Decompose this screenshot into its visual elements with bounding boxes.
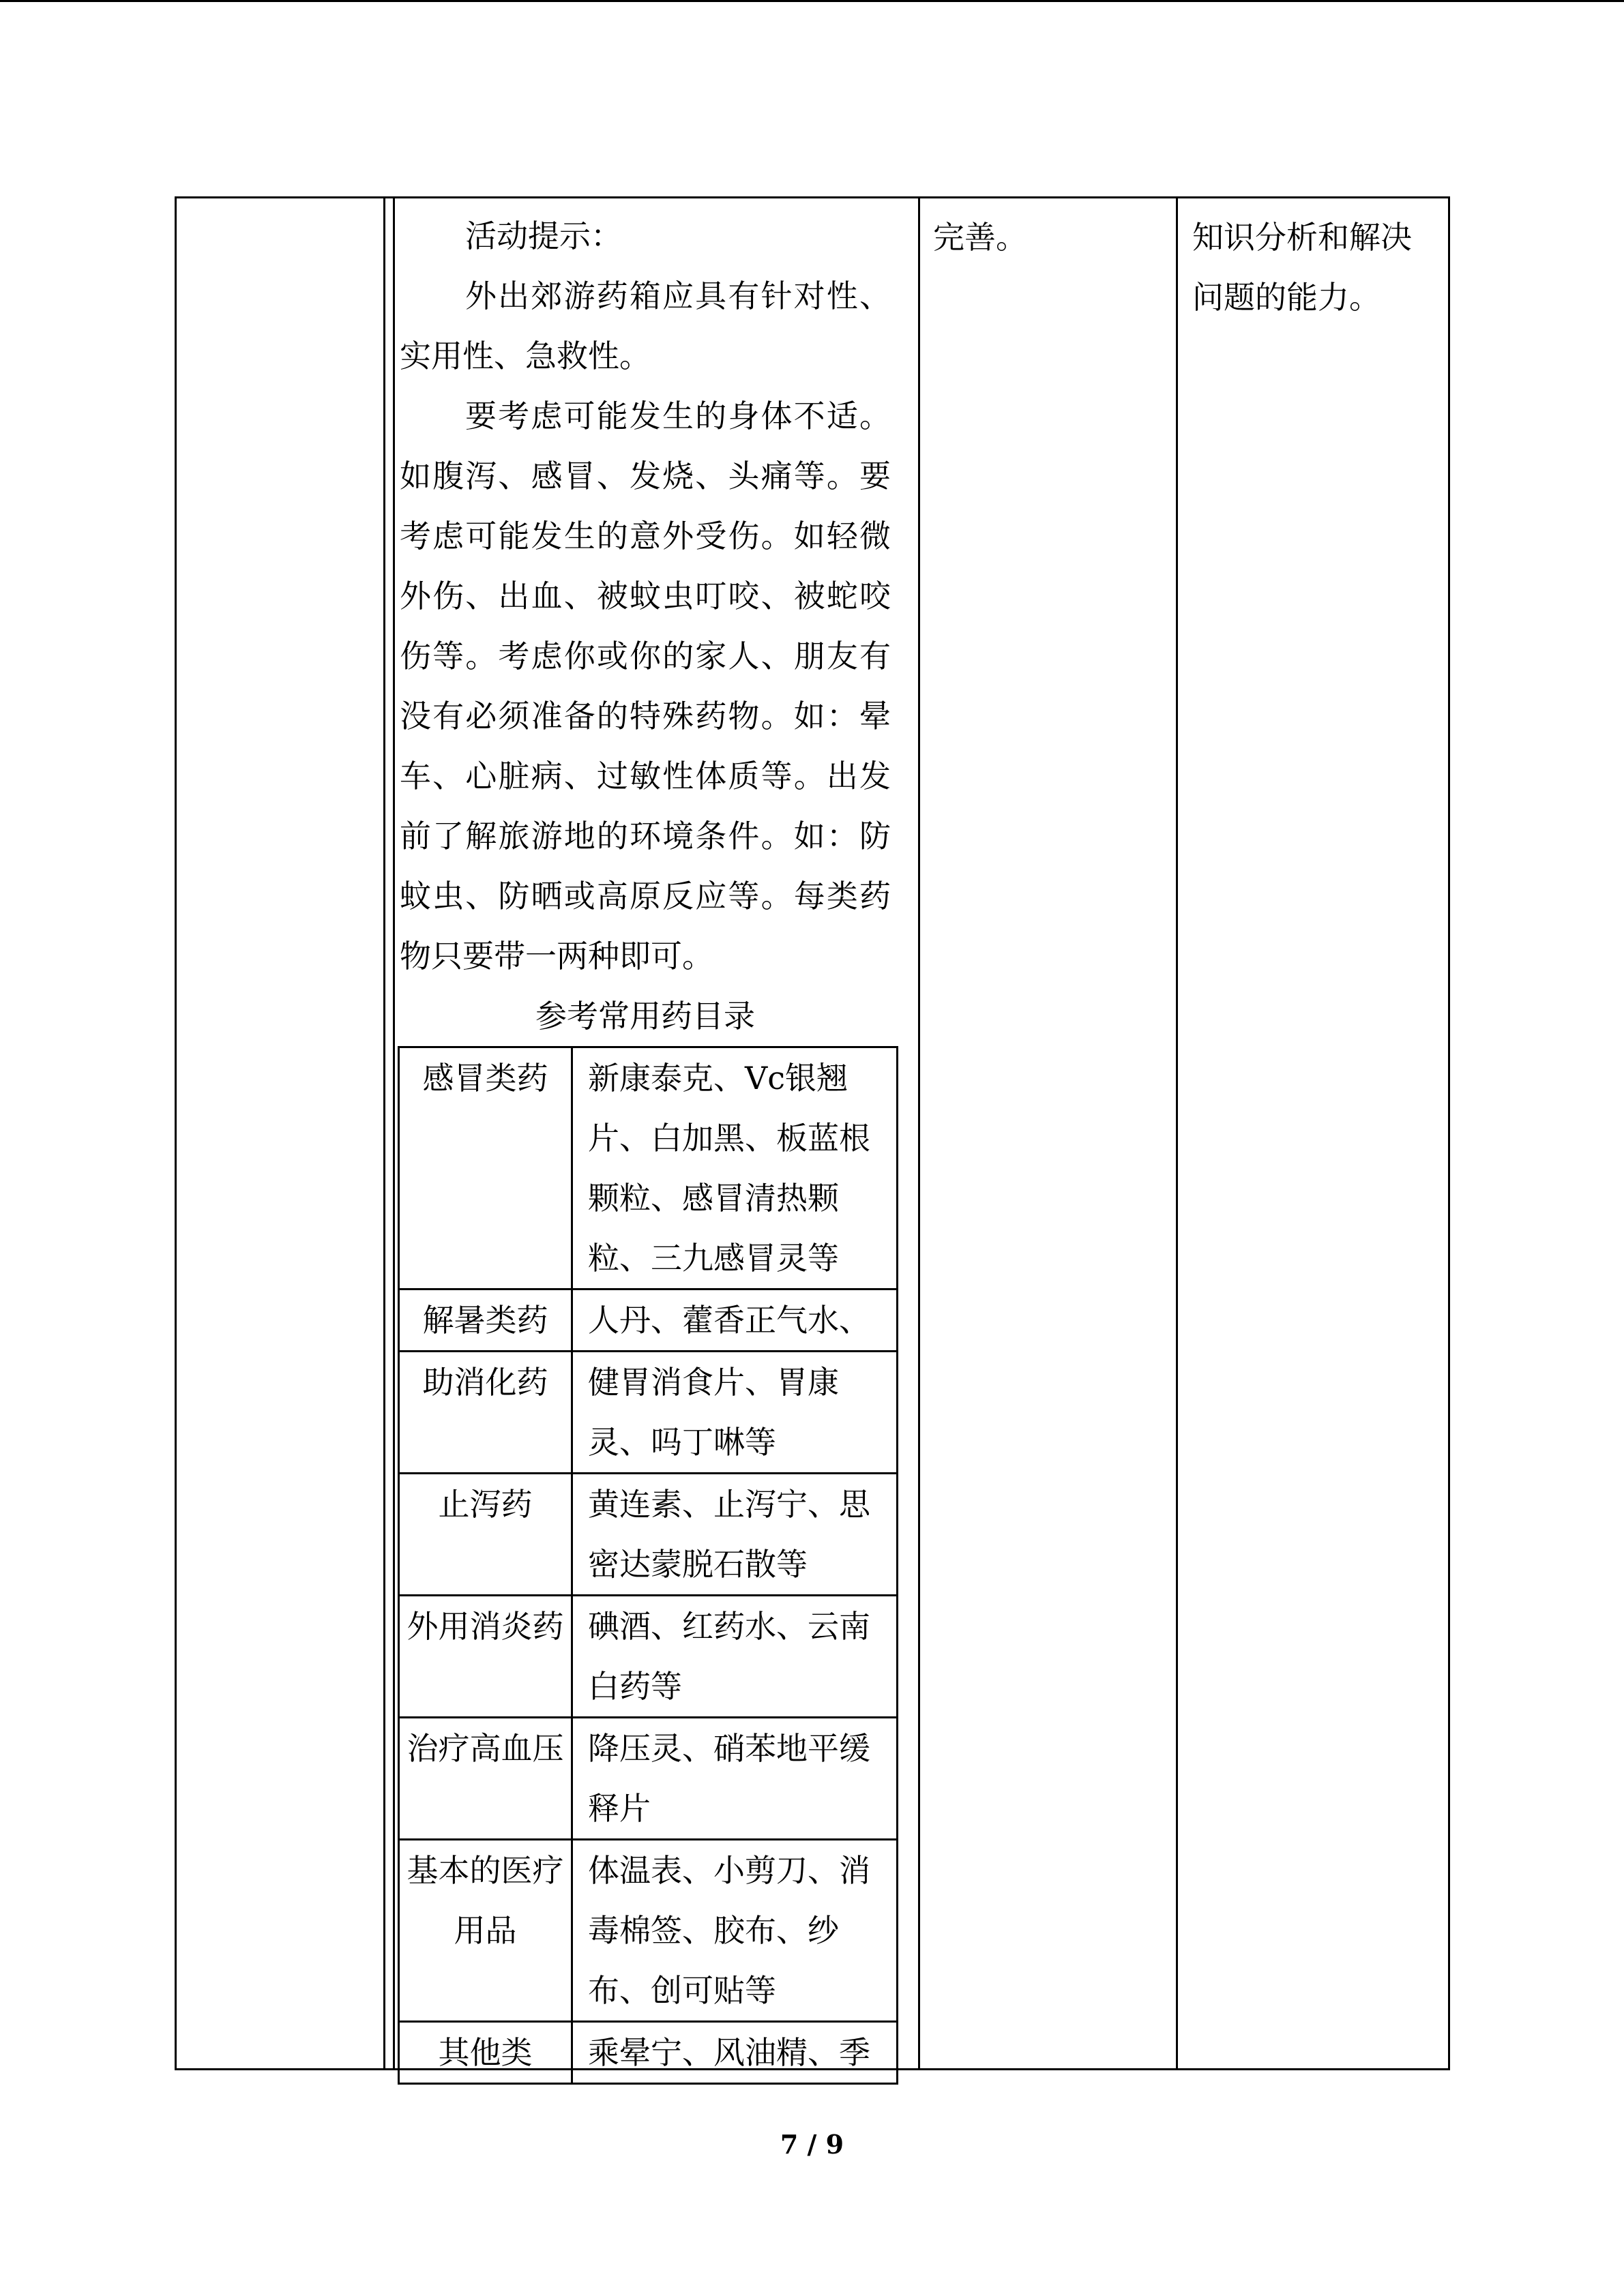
medicine-category: 解暑类药	[400, 1290, 573, 1350]
activity-heading: 活动提示：	[465, 218, 622, 254]
table-row	[400, 2021, 896, 2083]
medicine-category: 基本的医疗用品	[400, 1840, 573, 2021]
table-row	[400, 1838, 896, 2021]
table-row	[400, 1472, 896, 1594]
medicine-items: 体温表、小剪刀、消毒棉签、胶布、纱布、创可贴等	[588, 1852, 870, 2009]
medicine-category: 感冒类药	[400, 1048, 573, 1288]
medicine-items: 降压灵、硝苯地平缓释片	[588, 1730, 870, 1827]
medicine-category: 其他类	[400, 2023, 573, 2083]
medicine-items: 新康泰克、Vc银翘片、白加黑、板蓝根颗粒、感冒清热颗粒、三九感冒灵等	[588, 1060, 870, 1277]
table-row	[400, 1288, 896, 1350]
medicine-items: 碘酒、红药水、云南白药等	[588, 1608, 870, 1705]
activity-paragraph-2: 要考虑可能发生的身体不适。如腹泻、感冒、发烧、头痛等。要考虑可能发生的意外受伤。如轻微外伤、出血、被蚊虫叮咬、被蛇咬伤等。考虑你或你的家人、朋友有没有必须准备的特殊药物。如：晕车、心脏病、过敏性体质等。出发前了解旅游地的环境条件。如：防蚊虫、防晒或高原反应等。每类药物只要带一两种即可。	[400, 398, 891, 974]
design-intent-cell: 完善。	[933, 219, 1027, 256]
medicine-category: 止泻药	[400, 1474, 573, 1594]
medicine-items: 黄连素、止泻宁、思密达蒙脱石散等	[588, 1486, 870, 1583]
medicine-items: 人丹、藿香正气水、	[588, 1302, 870, 1339]
table-row	[400, 1350, 896, 1472]
medicine-table-caption: 参考常用药目录	[535, 998, 755, 1034]
column-divider-1	[383, 198, 385, 2068]
table-row	[400, 1594, 896, 1716]
page-top-border	[0, 0, 1624, 2]
page-number: 7 / 9	[780, 2129, 844, 2160]
table-row	[400, 1048, 896, 1288]
medicine-category: 治疗高血压	[400, 1718, 573, 1838]
medicine-table	[398, 1046, 898, 2085]
column-divider-4	[1176, 198, 1178, 2068]
activity-cell	[400, 199, 891, 2085]
medicine-category: 助消化药	[400, 1352, 573, 1472]
medicine-items: 健胃消食片、胃康灵、吗丁啉等	[588, 1364, 839, 1461]
medicine-category: 外用消炎药	[400, 1596, 573, 1716]
column-divider-2	[393, 198, 395, 2068]
table-row	[400, 1716, 896, 1838]
activity-paragraph-1: 外出郊游药箱应具有针对性、实用性、急救性。	[400, 278, 891, 374]
column-divider-3	[918, 198, 920, 2068]
medicine-items: 乘晕宁、风油精、季	[588, 2034, 870, 2071]
objective-cell: 知识分析和解决问题的能力。	[1192, 219, 1412, 316]
